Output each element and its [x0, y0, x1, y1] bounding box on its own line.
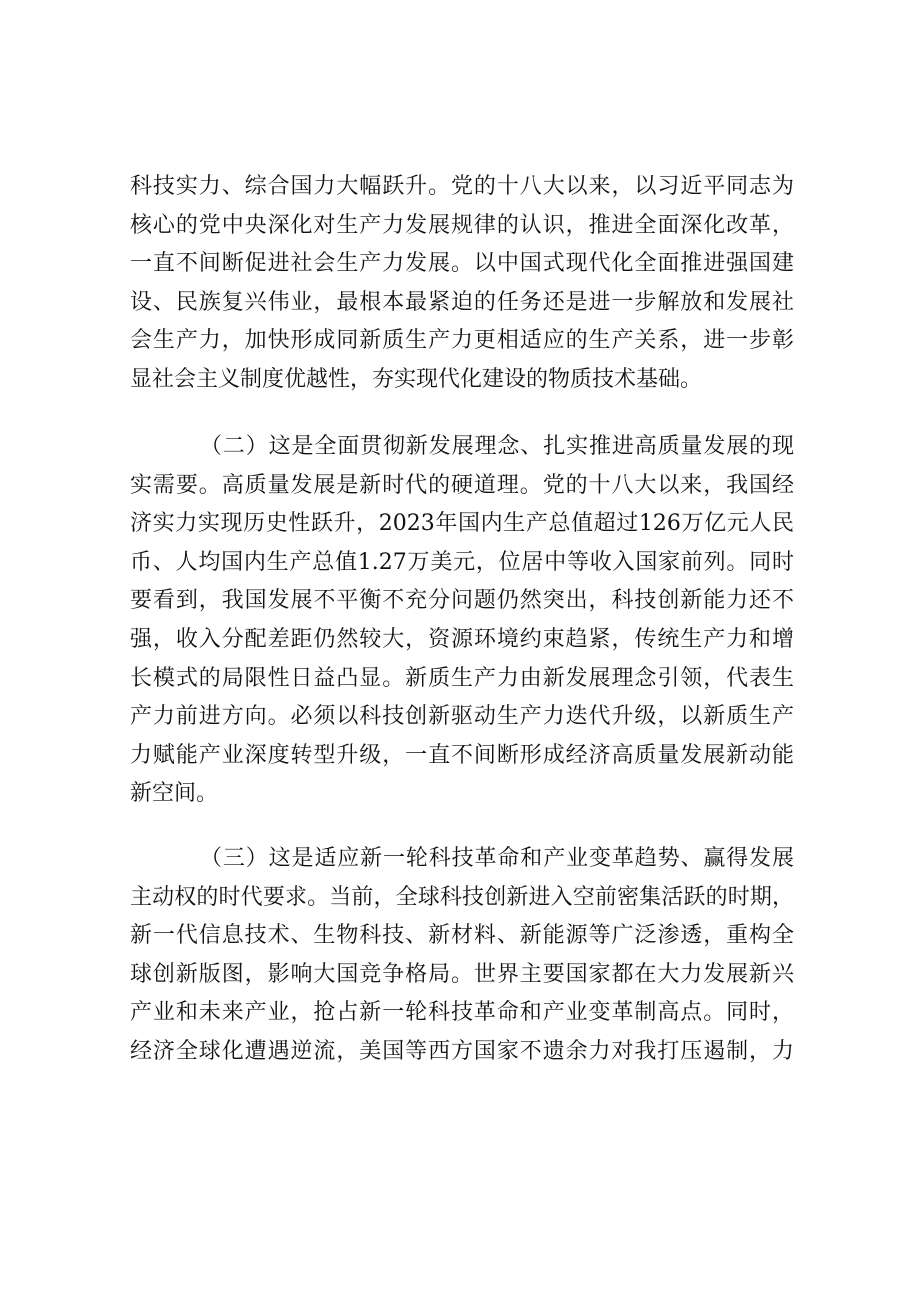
text-line: 强，收入分配差距仍然较大，资源环境约束趋紧，传统生产力和增: [130, 626, 794, 652]
paragraph-1: [130, 168, 794, 400]
text-line: 主动权的时代要求。当前，全球科技创新进入空前密集活跃的时期，: [130, 884, 794, 910]
text-line: 经济全球化遭遇逆流，美国等西方国家不遗余力对我打压遏制，力: [130, 1038, 794, 1064]
text-line: 实需要。高质量发展是新时代的硬道理。党的十八大以来，我国经: [130, 472, 794, 498]
text-line: 力赋能产业深度转型升级，一直不间断形成经济高质量发展新动能: [130, 742, 794, 768]
text-line: 一直不间断促进社会生产力发展。以中国式现代化全面推进强国建: [130, 251, 794, 277]
text-line: 新一代信息技术、生物科技、新材料、新能源等广泛渗透，重构全: [130, 923, 794, 949]
text-line: 币、人均国内生产总值1.27万美元，位居中等收入国家前列。同时: [130, 549, 794, 575]
text-line: 球创新版图，影响大国竞争格局。世界主要国家都在大力发展新兴: [130, 961, 794, 987]
paragraph-3: [130, 840, 794, 1072]
paragraph-2: [130, 428, 794, 814]
text-line: 新空间。: [130, 781, 219, 807]
text-line: 产业和未来产业，抢占新一轮科技革命和产业变革制高点。同时，: [130, 1000, 794, 1026]
text-line: 核心的党中央深化对生产力发展规律的认识，推进全面深化改革，: [130, 212, 794, 238]
text-line: 显社会主义制度优越性，夯实现代化建设的物质技术基础。: [130, 366, 703, 392]
text-line: 济实力实现历史性跃升，2023年国内生产总值超过126万亿元人民: [130, 511, 794, 537]
text-line: 长模式的局限性日益凸显。新质生产力由新发展理念引领，代表生: [130, 665, 794, 691]
text-line: 设、民族复兴伟业，最根本最紧迫的任务还是进一步解放和发展社: [130, 289, 794, 315]
text-line: 会生产力，加快形成同新质生产力更相适应的生产关系，进一步彰: [130, 328, 794, 354]
section-heading-line: （三）这是适应新一轮科技革命和产业变革趋势、赢得发展: [200, 846, 794, 871]
text-line: 产力前进方向。必须以科技创新驱动生产力迭代升级，以新质生产: [130, 704, 794, 730]
section-heading-line: （二）这是全面贯彻新发展理念、扎实推进高质量发展的现: [200, 434, 794, 459]
text-line: 科技实力、综合国力大幅跃升。党的十八大以来，以习近平同志为: [130, 174, 794, 199]
text-line: 要看到，我国发展不平衡不充分问题仍然突出，科技创新能力还不: [130, 588, 794, 614]
